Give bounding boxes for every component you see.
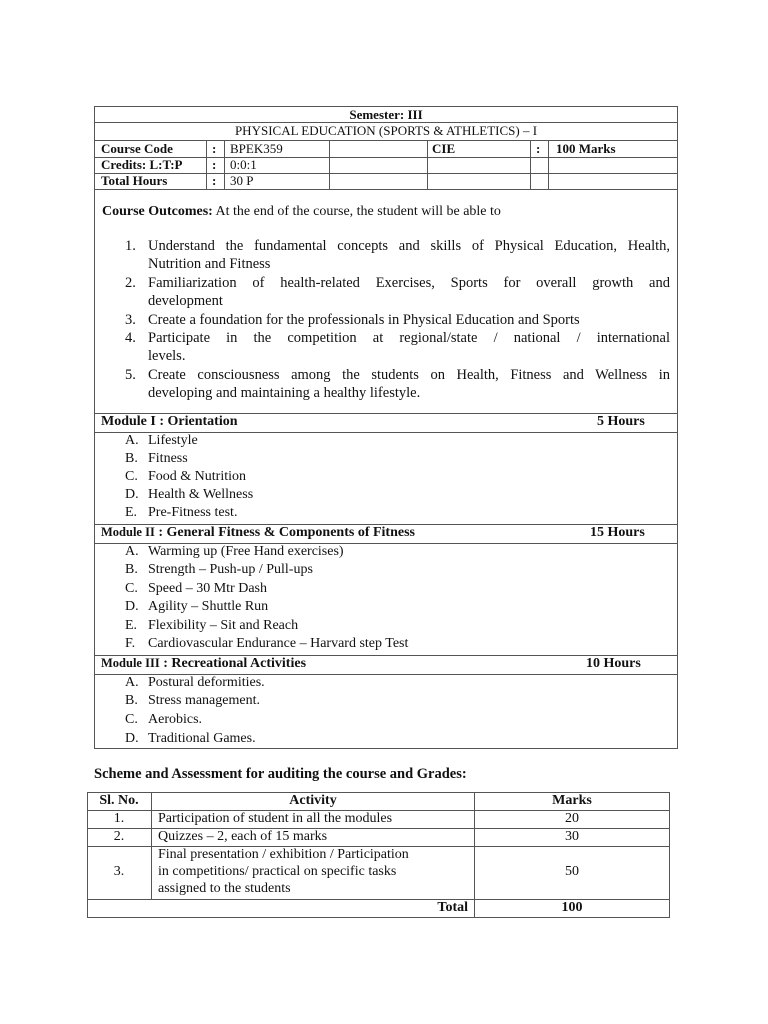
module-label: Module III [101,656,160,670]
activity-cell: Quizzes – 2, each of 15 marks [158,829,328,844]
module-hours: 5 Hours [597,414,645,429]
outcome-text: Nutrition and Fitness [148,256,271,272]
outcome-number: 1. [125,238,136,254]
topic-letter: D. [125,599,139,614]
topic-letter: A. [125,675,139,690]
semester-label: Semester: III [349,107,423,122]
module-name: : Recreational Activities [159,656,307,671]
outcome-number: 2. [125,275,136,291]
outcome-number: 4. [125,330,136,346]
course-title: PHYSICAL EDUCATION (SPORTS & ATHLETICS) – I [234,123,538,138]
sl-no-cell: 2. [113,829,125,844]
module-hours: 15 Hours [590,525,645,540]
activity-cell: in competitions/ practical on specific tasks [158,864,397,879]
total-value: 100 [561,900,583,915]
module-label: Module I [101,414,156,429]
topic-letter: C. [125,581,138,596]
marks-cell: 20 [565,811,579,826]
topic-letter: D. [125,731,139,746]
topic-letter: F. [125,636,136,651]
topic-text: Cardiovascular Endurance – Harvard step Test [148,636,409,651]
cie-value: 100 Marks [556,141,616,156]
colon: : [212,141,217,156]
topic-text: Flexibility – Sit and Reach [148,618,299,633]
column-header-activity: Activity [289,793,337,808]
topic-text: Food & Nutrition [148,469,247,484]
outcome-text: levels. [148,348,186,364]
topic-letter: C. [125,712,138,727]
cie-label: CIE [432,141,456,156]
topic-letter: C. [125,469,138,484]
topic-text: Lifestyle [148,433,198,448]
topic-text: Warming up (Free Hand exercises) [148,544,344,559]
topic-letter: B. [125,451,138,466]
outcome-number: 3. [125,312,136,328]
total-label: Total [437,900,468,915]
topic-text: Traditional Games. [148,731,256,746]
topic-text: Speed – 30 Mtr Dash [148,581,267,596]
topic-letter: E. [125,618,138,633]
outcome-text: development [148,293,223,309]
topic-text: Agility – Shuttle Run [148,599,269,614]
topic-text: Postural deformities. [148,675,265,690]
topic-letter: B. [125,693,138,708]
sl-no-cell: 3. [113,864,125,879]
module-label: Module II [101,525,155,539]
colon: : [212,173,217,188]
credits-label: Credits: L:T:P [101,157,183,172]
activity-cell: Participation of student in all the modules [158,811,393,826]
activity-cell: assigned to the students [158,881,291,896]
module-title [101,656,306,672]
course-code-value: BPEK359 [230,141,283,156]
column-header-sl-no: Sl. No. [99,793,139,808]
outcome-text: Create consciousness among the students on Health, Fitness and Wellness in [148,367,670,383]
course-outcomes-heading: Course Outcomes: [102,204,213,219]
topic-text: Fitness [148,451,188,466]
total-hours-label: Total Hours [101,173,168,188]
module-name: : Orientation [155,414,238,429]
outcome-text: developing and maintaining a healthy lifestyle. [148,385,421,401]
outcome-number: 5. [125,367,136,383]
topic-letter: E. [125,505,138,520]
topic-text: Pre-Fitness test. [148,505,238,520]
outcome-text: Familiarization of health-related Exercises, Sports for overall growth and [148,275,670,291]
marks-cell: 50 [565,864,579,879]
topic-letter: B. [125,562,138,577]
topic-text: Aerobics. [148,712,203,727]
topic-text: Strength – Push-up / Pull-ups [148,562,313,577]
topic-letter: D. [125,487,139,502]
credits-value: 0:0:1 [230,157,257,172]
topic-letter: A. [125,433,139,448]
sl-no-cell: 1. [113,811,125,826]
module-title [101,414,238,430]
colon: : [536,141,541,156]
total-hours-value: 30 P [230,173,254,188]
scheme-heading: Scheme and Assessment for auditing the course and Grades: [94,766,467,782]
course-outcomes-text: At the end of the course, the student will be able to [212,204,501,219]
activity-cell: Final presentation / exhibition / Participation [158,847,409,862]
module-name: : General Fitness & Components of Fitness [154,525,415,540]
outcome-text: Create a foundation for the professionals in Physical Education and Sports [148,312,580,328]
topic-text: Health & Wellness [148,487,254,502]
marks-cell: 30 [565,829,579,844]
outcome-text: Participate in the competition at regional/state / national / international [148,330,670,346]
module-title [101,525,415,541]
topic-text: Stress management. [148,693,260,708]
column-header-marks: Marks [552,793,592,808]
outcome-text: Understand the fundamental concepts and skills of Physical Education, Health, [148,238,670,254]
course-code-label: Course Code [101,141,173,156]
course-outcomes-intro [102,204,501,220]
colon: : [212,157,217,172]
topic-letter: A. [125,544,139,559]
module-hours: 10 Hours [586,656,641,671]
